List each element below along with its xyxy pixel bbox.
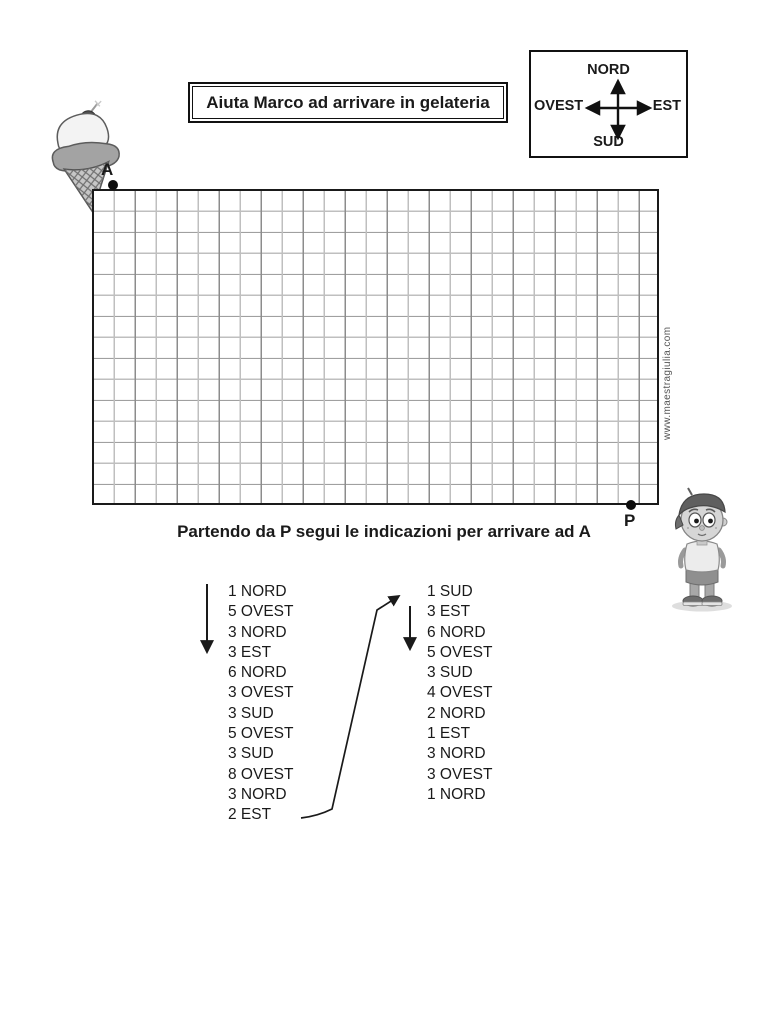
direction-step: 3 SUD bbox=[427, 664, 473, 682]
directions-column-2 bbox=[427, 582, 492, 805]
direction-step: 1 SUD bbox=[427, 583, 473, 600]
compass-west-label: OVEST bbox=[534, 98, 584, 114]
direction-step: 3 OVEST bbox=[427, 765, 493, 783]
direction-step: 3 NORD bbox=[427, 745, 486, 763]
cartoon-boy-icon bbox=[652, 482, 752, 614]
title-box bbox=[188, 82, 508, 123]
point-p-dot bbox=[626, 500, 636, 510]
compass-south-label: SUD bbox=[593, 134, 624, 150]
watermark-text: www.maestragiulia.com bbox=[662, 326, 673, 440]
continue-connector-arrow bbox=[301, 596, 399, 818]
point-a-label: A bbox=[101, 160, 114, 179]
direction-step: 2 NORD bbox=[427, 704, 486, 722]
direction-step: 1 NORD bbox=[427, 785, 486, 803]
direction-step: 6 NORD bbox=[427, 623, 486, 641]
direction-step: 4 OVEST bbox=[427, 684, 493, 702]
instruction-text: Partendo da P segui le indicazioni per arrivare ad A bbox=[177, 522, 591, 541]
direction-step: 3 EST bbox=[427, 603, 471, 621]
direction-step: 6 NORD bbox=[228, 664, 287, 682]
direction-step: 5 OVEST bbox=[228, 603, 294, 621]
direction-step: 5 OVEST bbox=[228, 725, 294, 743]
direction-step: 5 OVEST bbox=[427, 643, 493, 661]
direction-step: 3 NORD bbox=[228, 785, 287, 803]
direction-step: 3 NORD bbox=[228, 623, 287, 641]
compass-north-label: NORD bbox=[587, 62, 630, 78]
compass-cross-icon bbox=[531, 52, 685, 155]
direction-step: 1 EST bbox=[427, 725, 471, 743]
page-title: Aiuta Marco ad arrivare in gelateria bbox=[192, 86, 504, 119]
point-a-dot bbox=[108, 180, 118, 190]
direction-step: 3 EST bbox=[228, 643, 272, 661]
compass-box bbox=[529, 50, 688, 158]
direction-step: 3 SUD bbox=[228, 704, 274, 722]
directions-column-1 bbox=[228, 582, 293, 826]
direction-step: 8 OVEST bbox=[228, 765, 294, 783]
direction-step: 3 SUD bbox=[228, 745, 274, 763]
point-p-label: P bbox=[624, 511, 636, 530]
direction-step: 3 OVEST bbox=[228, 684, 294, 702]
compass-east-label: EST bbox=[652, 98, 681, 114]
direction-step: 2 EST bbox=[228, 806, 272, 824]
direction-step: 1 NORD bbox=[228, 583, 287, 600]
map-grid bbox=[92, 189, 659, 505]
